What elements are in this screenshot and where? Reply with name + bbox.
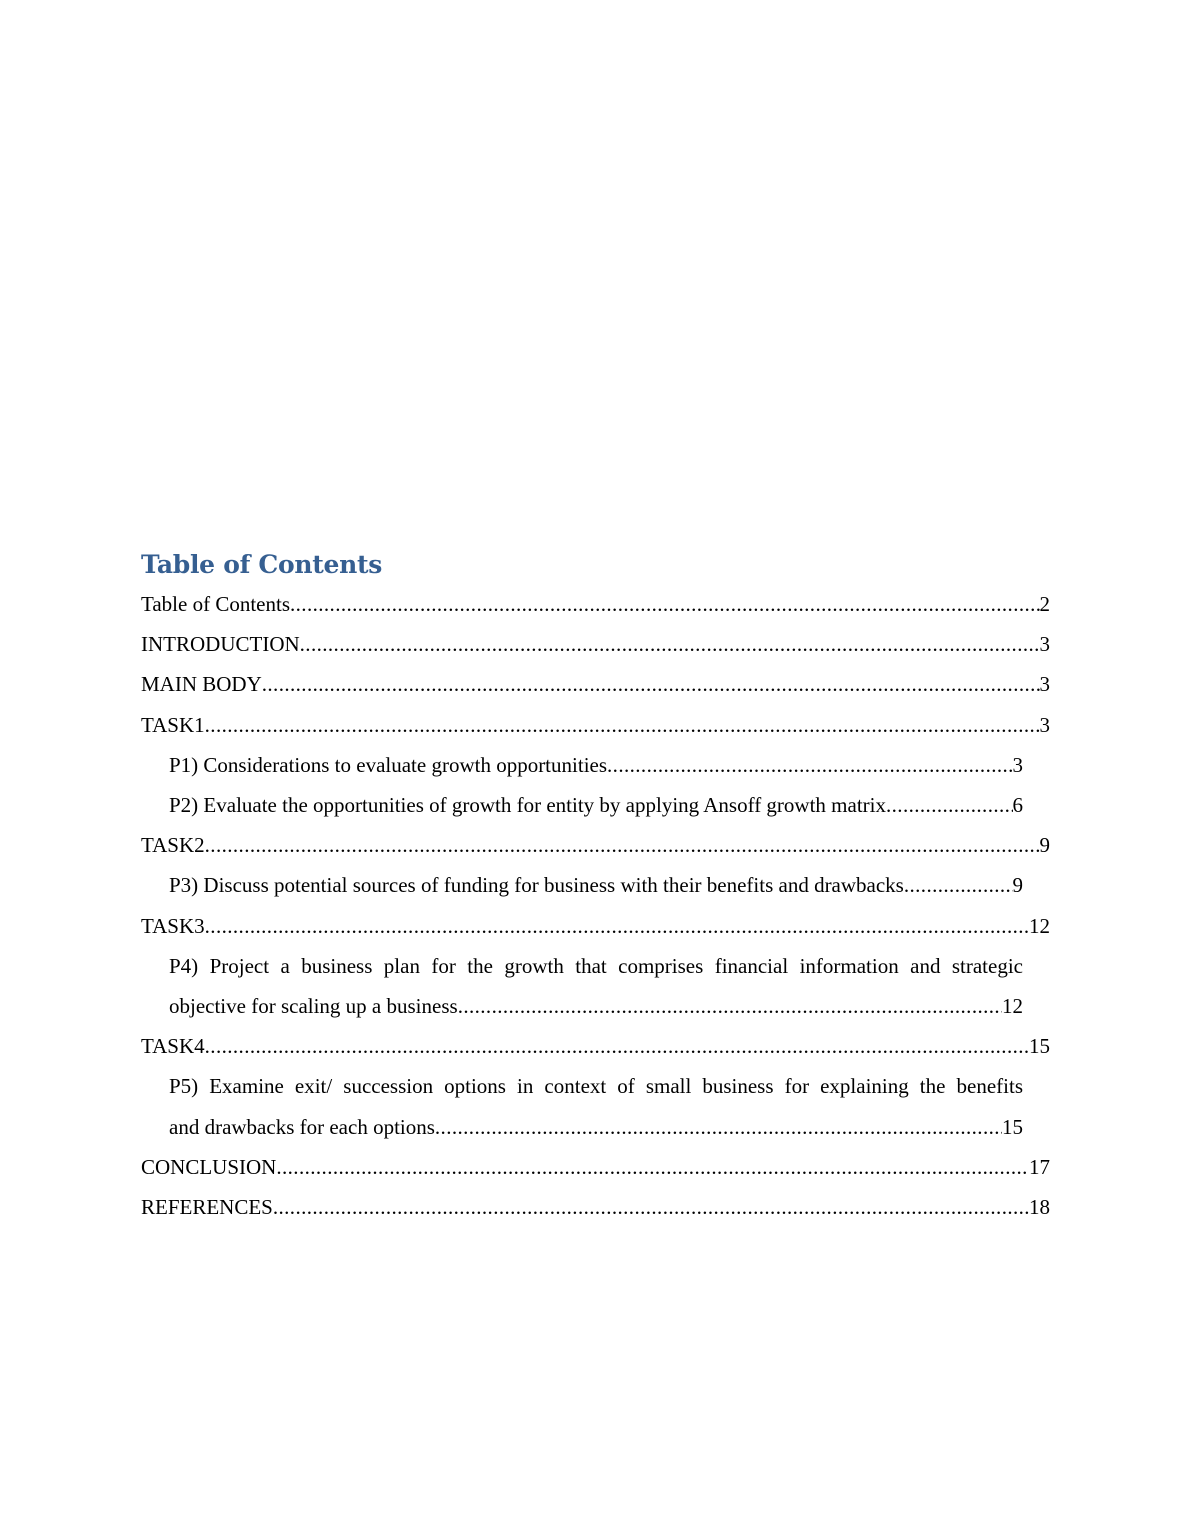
toc-entry-task2[interactable] (141, 825, 1050, 865)
dot-leader (290, 584, 1040, 624)
toc-entry-label: P1) Considerations to evaluate growth opportunities (169, 752, 608, 777)
toc-entry-label: TASK1 (141, 712, 205, 737)
toc-entry-page: 15 (1029, 1034, 1050, 1059)
toc-entry-p1[interactable] (141, 745, 1050, 785)
dot-leader (262, 664, 1040, 704)
toc-entry-task3[interactable] (141, 906, 1050, 946)
dot-leader (458, 986, 1002, 1026)
toc-entry-label: TASK4 (141, 1034, 205, 1059)
dot-leader (205, 705, 1040, 745)
toc-entry-page: 3 (1012, 752, 1023, 777)
dot-leader (904, 865, 1013, 905)
toc-entry-page: 18 (1029, 1195, 1050, 1220)
toc-entry-page: 12 (1029, 913, 1050, 938)
toc-entry-label: REFERENCES (141, 1195, 273, 1220)
toc-entry-label-line1: P5) Examine exit/ succession options in context of small business for explaining the benefits (169, 1074, 1023, 1099)
toc-entry-label: P2) Evaluate the opportunities of growth for entity by applying Ansoff growth matrix (169, 793, 886, 818)
toc-entry-references[interactable] (141, 1187, 1050, 1227)
toc-entry-last-line (169, 1107, 1023, 1147)
toc-entry-label-line1: P4) Project a business plan for the growth that comprises financial information and strategic (169, 953, 1023, 978)
toc-entry-label: TASK3 (141, 913, 205, 938)
toc-entry-label: INTRODUCTION (141, 632, 300, 657)
toc-entry-introduction[interactable] (141, 624, 1050, 664)
toc-entry-p2[interactable] (141, 785, 1050, 825)
dot-leader (205, 1026, 1029, 1066)
toc-heading: Table of Contents (141, 550, 383, 579)
toc-entry-p4[interactable] (141, 946, 1050, 1026)
toc-entry-task4[interactable] (141, 1026, 1050, 1066)
toc-entry-task1[interactable] (141, 705, 1050, 745)
toc-entry-label: Table of Contents (141, 592, 290, 616)
toc-entry-page: 3 (1039, 672, 1050, 697)
toc-entry-page: 17 (1029, 1154, 1050, 1179)
toc-entry-label: P3) Discuss potential sources of funding for business with their benefits and drawbacks (169, 873, 904, 898)
toc-entry-page: 3 (1039, 632, 1050, 657)
toc-entry-conclusion[interactable] (141, 1147, 1050, 1187)
toc-entry-table-of-contents[interactable] (141, 584, 1050, 624)
toc-entry-page: 9 (1012, 873, 1023, 898)
toc-entry-label: TASK2 (141, 833, 205, 858)
toc-entry-p3[interactable] (141, 865, 1050, 905)
dot-leader (273, 1187, 1029, 1227)
toc-entry-page: 2 (1039, 592, 1050, 616)
toc-entry-p5[interactable] (141, 1066, 1050, 1146)
toc-entry-main-body[interactable] (141, 664, 1050, 704)
toc-entry-page: 12 (1002, 994, 1023, 1019)
toc-entry-page: 3 (1039, 712, 1050, 737)
table-of-contents (141, 548, 1050, 1227)
dot-leader (435, 1107, 1002, 1147)
toc-list (141, 584, 1050, 1227)
dot-leader (205, 825, 1040, 865)
toc-entry-label: CONCLUSION (141, 1154, 277, 1179)
toc-entry-label-line2: objective for scaling up a business (169, 994, 458, 1019)
toc-entry-label-line2: and drawbacks for each options (169, 1114, 435, 1139)
toc-entry-page: 15 (1002, 1114, 1023, 1139)
toc-entry-page: 9 (1039, 833, 1050, 858)
toc-entry-page: 6 (1012, 793, 1023, 818)
dot-leader (205, 906, 1029, 946)
dot-leader (276, 1147, 1029, 1187)
toc-entry-last-line (169, 986, 1023, 1026)
dot-leader (300, 624, 1040, 664)
dot-leader (886, 785, 1013, 825)
toc-entry-label: MAIN BODY (141, 672, 262, 697)
dot-leader (607, 745, 1012, 785)
